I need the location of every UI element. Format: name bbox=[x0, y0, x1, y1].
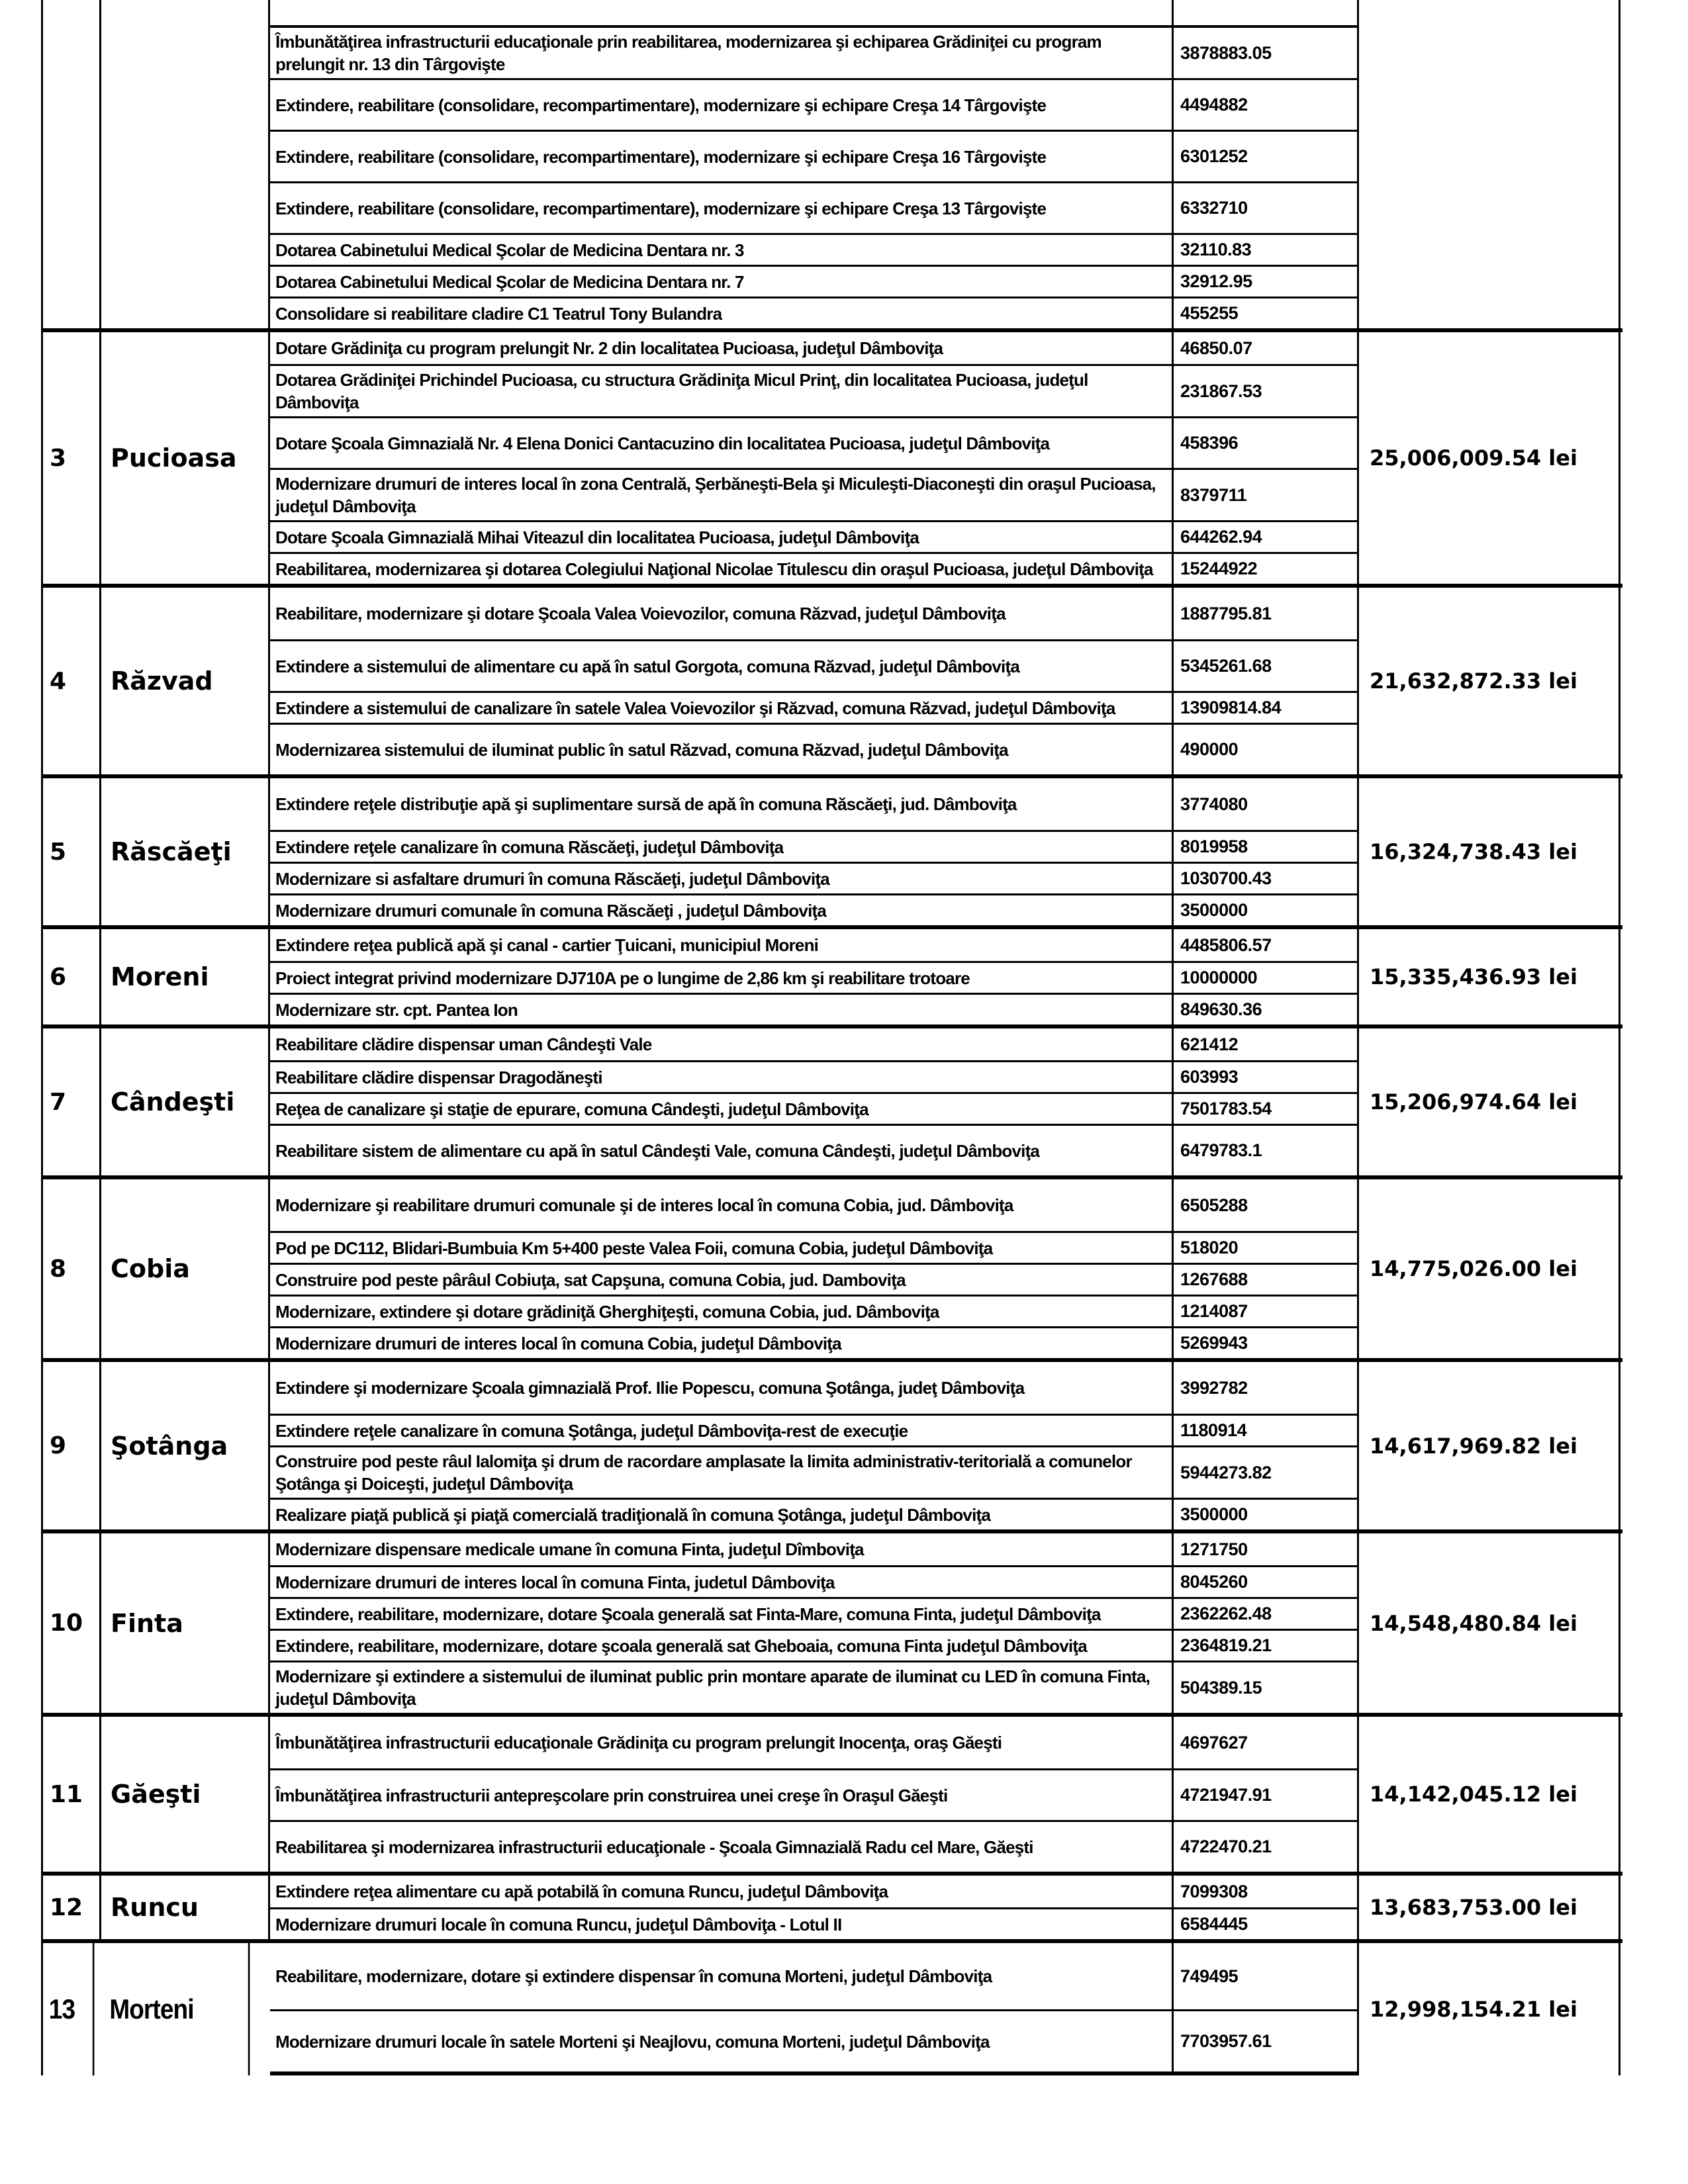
project-amount: 4485806.57 bbox=[1174, 929, 1359, 961]
project-name: Dotarea Grădiniţei Prichindel Pucioasa, cu structura Grădiniţa Micul Prinţ, din localitatea Pucioasa, judeţul Dâmboviţa bbox=[270, 364, 1174, 416]
projects-table bbox=[41, 0, 1622, 2075]
project-amount: 6505288 bbox=[1174, 1179, 1359, 1231]
project-name: Pod pe DC112, Blidari-Bumbuia Km 5+400 peste Valea Foii, comuna Cobia, judeţul Dâmboviţa bbox=[270, 1231, 1174, 1263]
municipality-section bbox=[43, 1939, 1622, 2075]
project-amount: 32912.95 bbox=[1174, 265, 1359, 296]
row-number: 13 bbox=[43, 1943, 94, 2075]
project-name: Îmbunătăţirea infrastructurii educaţionale prin reabilitarea, modernizarea şi echiparea Grădiniţei cu program prelungit nr. 13 din Târgovişte bbox=[270, 25, 1174, 78]
project-amount: 7099308 bbox=[1174, 1876, 1359, 1907]
municipality-name: Răzvad bbox=[101, 588, 270, 774]
project-amount: 5345261.68 bbox=[1174, 639, 1359, 691]
project-name: Reabilitarea, modernizarea şi dotarea Colegiului Naţional Nicolae Titulescu din oraşul Pucioasa, judeţul Dâmboviţa bbox=[270, 552, 1174, 584]
row-number: 6 bbox=[43, 929, 101, 1024]
project-name: Extindere reţele canalizare în comuna Şotânga, judeţul Dâmboviţa-rest de execuţie bbox=[270, 1414, 1174, 1445]
project-amount: 32110.83 bbox=[1174, 233, 1359, 265]
project-name: Reabilitare clădire dispensar uman Cândeşti Vale bbox=[270, 1028, 1174, 1060]
project-amount: 10000000 bbox=[1174, 961, 1359, 993]
municipality-section bbox=[43, 1872, 1622, 1939]
project-name: Dotare Şcoala Gimnazială Mihai Viteazul din localitatea Pucioasa, judeţul Dâmboviţa bbox=[270, 520, 1174, 552]
project-amount: 490000 bbox=[1174, 723, 1359, 774]
cut-continuation-cell bbox=[1174, 0, 1359, 25]
project-name: Reabilitarea şi modernizarea infrastructurii educaţionale - Şcoala Gimnazială Radu cel Mare, Găeşti bbox=[270, 1820, 1174, 1872]
municipality-section bbox=[43, 925, 1622, 1024]
municipality-name: Cobia bbox=[101, 1179, 270, 1358]
municipality-name: Moreni bbox=[101, 929, 270, 1024]
project-amount: 6332710 bbox=[1174, 181, 1359, 233]
section-total: 14,142,045.12 lei bbox=[1359, 1717, 1620, 1872]
municipality-name: Găeşti bbox=[101, 1717, 270, 1872]
municipality-name: Runcu bbox=[101, 1876, 270, 1939]
project-name: Modernizare drumuri comunale în comuna Răscăeţi , judeţul Dâmboviţa bbox=[270, 893, 1174, 925]
cut-continuation-cell bbox=[270, 0, 1174, 25]
project-amount: 1180914 bbox=[1174, 1414, 1359, 1445]
municipality-name bbox=[101, 0, 270, 328]
project-name: Extindere, reabilitare (consolidare, recompartimentare), modernizare şi echipare Creşa 13 Târgovişte bbox=[270, 181, 1174, 233]
project-amount: 8045260 bbox=[1174, 1565, 1359, 1597]
municipality-section bbox=[43, 1529, 1622, 1713]
section-total: 25,006,009.54 lei bbox=[1359, 332, 1620, 584]
project-amount: 3500000 bbox=[1174, 1498, 1359, 1529]
row-number: 4 bbox=[43, 588, 101, 774]
project-amount: 603993 bbox=[1174, 1060, 1359, 1092]
project-name: Extindere şi modernizare Şcoala gimnazială Prof. Ilie Popescu, comuna Şotânga, judeţ Dâmboviţa bbox=[270, 1362, 1174, 1414]
project-amount: 3992782 bbox=[1174, 1362, 1359, 1414]
row-number: 9 bbox=[43, 1362, 101, 1529]
row-number: 8 bbox=[43, 1179, 101, 1358]
project-amount: 7501783.54 bbox=[1174, 1092, 1359, 1124]
project-name: Modernizarea sistemului de iluminat public în satul Răzvad, comuna Răzvad, judeţul Dâmboviţa bbox=[270, 723, 1174, 774]
project-name: Modernizare drumuri de interes local în comuna Cobia, judeţul Dâmboviţa bbox=[270, 1326, 1174, 1358]
row-number: 7 bbox=[43, 1028, 101, 1175]
project-name: Extindere, reabilitare, modernizare, dotare şcoala generală sat Gheboaia, comuna Finta judeţul Dâmboviţa bbox=[270, 1629, 1174, 1661]
project-name: Reabilitare, modernizare şi dotare Şcoala Valea Voievozilor, comuna Răzvad, judeţul Dâmboviţa bbox=[270, 588, 1174, 639]
project-name: Modernizare, extindere şi dotare grădiniţă Gherghiţeşti, comuna Cobia, jud. Dâmboviţa bbox=[270, 1295, 1174, 1326]
section-total: 14,617,969.82 lei bbox=[1359, 1362, 1620, 1529]
project-amount: 6301252 bbox=[1174, 130, 1359, 181]
project-amount: 455255 bbox=[1174, 296, 1359, 328]
project-amount: 13909814.84 bbox=[1174, 691, 1359, 723]
project-name: Dotarea Cabinetului Medical Şcolar de Medicina Dentara nr. 7 bbox=[270, 265, 1174, 296]
row-number bbox=[43, 0, 101, 328]
project-name: Consolidare si reabilitare cladire C1 Teatrul Tony Bulandra bbox=[270, 296, 1174, 328]
row-number: 12 bbox=[43, 1876, 101, 1939]
project-amount: 849630.36 bbox=[1174, 993, 1359, 1024]
project-amount: 2362262.48 bbox=[1174, 1597, 1359, 1629]
project-name: Modernizare şi extindere a sistemului de iluminat public prin montare aparate de iluminat cu LED în comuna Finta, judeţul Dâmboviţa bbox=[270, 1661, 1174, 1713]
municipality-name: Cândeşti bbox=[101, 1028, 270, 1175]
section-total: 13,683,753.00 lei bbox=[1359, 1876, 1620, 1939]
municipality-name: Pucioasa bbox=[101, 332, 270, 584]
project-name: Modernizare dispensare medicale umane în comuna Finta, judeţul Dîmboviţa bbox=[270, 1533, 1174, 1565]
project-name: Proiect integrat privind modernizare DJ710A pe o lungime de 2,86 km şi reabilitare trotoare bbox=[270, 961, 1174, 993]
project-name: Dotarea Cabinetului Medical Şcolar de Medicina Dentara nr. 3 bbox=[270, 233, 1174, 265]
project-amount: 46850.07 bbox=[1174, 332, 1359, 364]
project-name: Extindere, reabilitare (consolidare, recompartimentare), modernizare şi echipare Creşa 16 Târgovişte bbox=[270, 130, 1174, 181]
section-total: 16,324,738.43 lei bbox=[1359, 778, 1620, 925]
project-amount: 1887795.81 bbox=[1174, 588, 1359, 639]
project-name: Dotare Grădiniţa cu program prelungit Nr. 2 din localitatea Pucioasa, judeţul Dâmboviţa bbox=[270, 332, 1174, 364]
project-amount: 1214087 bbox=[1174, 1295, 1359, 1326]
project-amount: 3500000 bbox=[1174, 893, 1359, 925]
project-name: Modernizare drumuri locale în comuna Runcu, judeţul Dâmboviţa - Lotul II bbox=[270, 1907, 1174, 1939]
project-amount: 4721947.91 bbox=[1174, 1768, 1359, 1820]
project-amount: 6584445 bbox=[1174, 1907, 1359, 1939]
project-name: Realizare piaţă publică şi piaţă comercială tradiţională în comuna Şotânga, judeţul Dâmboviţa bbox=[270, 1498, 1174, 1529]
project-amount: 1030700.43 bbox=[1174, 862, 1359, 893]
project-name: Extindere, reabilitare (consolidare, recompartimentare), modernizare şi echipare Creşa 14 Târgovişte bbox=[270, 78, 1174, 130]
project-name: Extindere a sistemului de alimentare cu apă în satul Gorgota, comuna Răzvad, judeţul Dâmboviţa bbox=[270, 639, 1174, 691]
project-name: Modernizare drumuri de interes local în comuna Finta, judetul Dâmboviţa bbox=[270, 1565, 1174, 1597]
municipality-name: Şotânga bbox=[101, 1362, 270, 1529]
municipality-section bbox=[43, 1358, 1622, 1529]
row-number: 5 bbox=[43, 778, 101, 925]
municipality-name: Finta bbox=[101, 1533, 270, 1713]
project-name: Modernizare drumuri de interes local în zona Centrală, Şerbăneşti-Bela şi Miculeşti-Diaconeşti din oraşul Pucioasa, judeţul Dâmboviţa bbox=[270, 468, 1174, 520]
section-total: 14,775,026.00 lei bbox=[1359, 1179, 1620, 1358]
municipality-section bbox=[43, 328, 1622, 584]
project-name: Construire pod peste râul Ialomiţa şi drum de racordare amplasate la limita administrativ-teritorială a comunelor Şotânga şi Doiceşti, judeţul Dâmboviţa bbox=[270, 1445, 1174, 1498]
municipality-section bbox=[43, 774, 1622, 925]
project-amount: 3878883.05 bbox=[1174, 25, 1359, 78]
municipality-section bbox=[43, 1024, 1622, 1175]
project-amount: 8019958 bbox=[1174, 830, 1359, 862]
section-total bbox=[1359, 0, 1620, 328]
project-name: Îmbunătăţirea infrastructurii antepreşcolare prin construirea unei creşe în Oraşul Găeşti bbox=[270, 1768, 1174, 1820]
project-amount: 15244922 bbox=[1174, 552, 1359, 584]
project-amount: 504389.15 bbox=[1174, 1661, 1359, 1713]
project-name: Reţea de canalizare şi staţie de epurare, comuna Cândeşti, judeţul Dâmboviţa bbox=[270, 1092, 1174, 1124]
project-name: Extindere reţele distribuţie apă şi suplimentare sursă de apă în comuna Răscăeţi, jud. Dâmboviţa bbox=[270, 778, 1174, 830]
project-name: Modernizare şi reabilitare drumuri comunale şi de interes local în comuna Cobia, jud. Dâmboviţa bbox=[270, 1179, 1174, 1231]
municipality-section bbox=[43, 1175, 1622, 1358]
project-name: Modernizare str. cpt. Pantea Ion bbox=[270, 993, 1174, 1024]
project-amount: 749495 bbox=[1174, 1943, 1359, 2009]
project-amount: 8379711 bbox=[1174, 468, 1359, 520]
project-name: Extindere, reabilitare, modernizare, dotare Şcoala generală sat Finta-Mare, comuna Finta, judeţul Dâmboviţa bbox=[270, 1597, 1174, 1629]
project-amount: 4697627 bbox=[1174, 1717, 1359, 1768]
project-name: Extindere reţele canalizare în comuna Răscăeţi, judeţul Dâmboviţa bbox=[270, 830, 1174, 862]
municipality-section bbox=[43, 0, 1622, 328]
municipality-section bbox=[43, 1713, 1622, 1872]
municipality-section bbox=[43, 584, 1622, 774]
project-amount: 5269943 bbox=[1174, 1326, 1359, 1358]
project-name: Reabilitare, modernizare, dotare şi extindere dispensar în comuna Morteni, judeţul Dâmboviţa bbox=[270, 1943, 1174, 2009]
project-name: Reabilitare sistem de alimentare cu apă în satul Cândeşti Vale, comuna Cândeşti, judeţul Dâmboviţa bbox=[270, 1124, 1174, 1175]
section-total: 15,335,436.93 lei bbox=[1359, 929, 1620, 1024]
section-total: 12,998,154.21 lei bbox=[1359, 1943, 1620, 2075]
section-total: 14,548,480.84 lei bbox=[1359, 1533, 1620, 1713]
section-total: 15,206,974.64 lei bbox=[1359, 1028, 1620, 1175]
project-amount: 518020 bbox=[1174, 1231, 1359, 1263]
section-total: 21,632,872.33 lei bbox=[1359, 588, 1620, 774]
project-amount: 1271750 bbox=[1174, 1533, 1359, 1565]
project-amount: 6479783.1 bbox=[1174, 1124, 1359, 1175]
project-name: Extindere a sistemului de canalizare în satele Valea Voievozilor şi Răzvad, comuna Răzvad, judeţul Dâmboviţa bbox=[270, 691, 1174, 723]
project-amount: 231867.53 bbox=[1174, 364, 1359, 416]
project-name: Reabilitare clădire dispensar Dragodăneşti bbox=[270, 1060, 1174, 1092]
row-number: 11 bbox=[43, 1717, 101, 1872]
project-amount: 4722470.21 bbox=[1174, 1820, 1359, 1872]
project-name: Extindere reţea alimentare cu apă potabilă în comuna Runcu, judeţul Dâmboviţa bbox=[270, 1876, 1174, 1907]
project-amount: 621412 bbox=[1174, 1028, 1359, 1060]
row-number: 10 bbox=[43, 1533, 101, 1713]
project-name: Dotare Şcoala Gimnazială Nr. 4 Elena Donici Cantacuzino din localitatea Pucioasa, judeţul Dâmboviţa bbox=[270, 416, 1174, 468]
municipality-name: Răscăeţi bbox=[101, 778, 270, 925]
project-name: Construire pod peste pârâul Cobiuţa, sat Capşuna, comuna Cobia, jud. Damboviţa bbox=[270, 1263, 1174, 1295]
project-amount: 2364819.21 bbox=[1174, 1629, 1359, 1661]
project-amount: 3774080 bbox=[1174, 778, 1359, 830]
project-amount: 7703957.61 bbox=[1174, 2009, 1359, 2075]
row-number: 3 bbox=[43, 332, 101, 584]
project-amount: 1267688 bbox=[1174, 1263, 1359, 1295]
project-name: Extindere reţea publică apă şi canal - cartier Ţuicani, municipiul Moreni bbox=[270, 929, 1174, 961]
project-amount: 5944273.82 bbox=[1174, 1445, 1359, 1498]
project-name: Modernizare si asfaltare drumuri în comuna Răscăeţi, judeţul Dâmboviţa bbox=[270, 862, 1174, 893]
project-name: Îmbunătăţirea infrastructurii educaţionale Grădiniţa cu program prelungit Inocenţa, oraş Găeşti bbox=[270, 1717, 1174, 1768]
project-name: Modernizare drumuri locale în satele Morteni şi Neajlovu, comuna Morteni, judeţul Dâmboviţa bbox=[270, 2009, 1174, 2075]
project-amount: 458396 bbox=[1174, 416, 1359, 468]
municipality-name: Morteni bbox=[101, 1943, 250, 2075]
project-amount: 4494882 bbox=[1174, 78, 1359, 130]
project-amount: 644262.94 bbox=[1174, 520, 1359, 552]
